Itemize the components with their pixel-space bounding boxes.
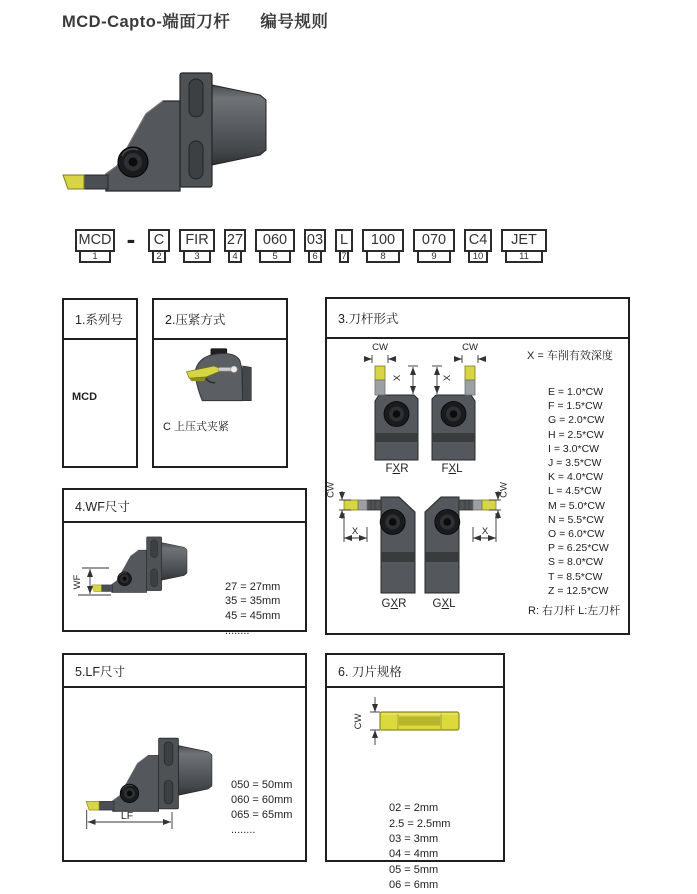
depth-list	[548, 385, 609, 598]
code-segment	[224, 229, 246, 263]
depth-list-item: F = 1.5*CW	[548, 400, 603, 413]
insert-top-view-image	[330, 682, 500, 760]
depth-list-item: P = 6.25*CW	[548, 542, 609, 555]
clamping-box-title: 2.压紧方式	[154, 300, 286, 340]
code-position-number: 11	[505, 250, 543, 263]
page-title-product: MCD-Capto-端面刀杆	[62, 13, 231, 31]
wf-values	[225, 536, 280, 638]
series-box-title: 1.系列号	[64, 300, 136, 340]
insert-values	[389, 755, 450, 894]
code-value: L	[335, 229, 353, 252]
series-value: MCD	[72, 391, 98, 403]
code-segment	[304, 229, 326, 263]
depth-list-item: L = 4.5*CW	[548, 485, 602, 498]
tool-holder-side-view-image	[50, 55, 330, 215]
code-value: 27	[224, 229, 246, 252]
code-position-number: 7	[339, 250, 349, 263]
lf-value-item: 065 = 65mm	[231, 809, 293, 821]
hand-note: R: 右刀杆 L:左刀杆	[528, 605, 621, 617]
code-segment	[464, 229, 492, 263]
ordering-code-bar	[75, 224, 575, 269]
code-segment	[335, 229, 353, 263]
wf-box-title: 4.WF尺寸	[64, 490, 305, 523]
page-title	[62, 8, 328, 32]
depth-list-item: G = 2.0*CW	[548, 414, 605, 427]
dim-label-lf: LF	[120, 810, 134, 822]
code-value: C	[148, 229, 170, 252]
dim-label-cw: CW	[372, 342, 388, 353]
code-segment	[179, 229, 215, 263]
holder-label-gxl: GXL	[432, 598, 456, 610]
depth-list-item: T = 8.5*CW	[548, 570, 603, 583]
code-value: 100	[362, 229, 404, 252]
code-position-number: 3	[183, 250, 211, 263]
depth-list-item: N = 5.5*CW	[548, 513, 604, 526]
code-position-number: 6	[308, 250, 322, 263]
lf-value-item: ........	[231, 824, 256, 836]
holder-form-box-title: 3.刀杆形式	[327, 299, 628, 339]
top-clamp-image	[185, 347, 257, 411]
code-position-number: 4	[228, 250, 242, 263]
dim-label-wf: WF	[72, 574, 83, 590]
series-box	[62, 298, 138, 468]
insert-value-item: 03 = 3mm	[389, 833, 439, 846]
code-segment	[148, 229, 170, 263]
depth-list-item: I = 3.0*CW	[548, 442, 600, 455]
code-value: C4	[464, 229, 492, 252]
code-value: FIR	[179, 229, 215, 252]
code-value: MCD	[75, 229, 115, 252]
depth-list-item: S = 8.0*CW	[548, 556, 604, 569]
holder-label-fxr: FXR	[385, 463, 409, 475]
depth-note: X = 车削有效深度	[527, 350, 613, 362]
dim-label-cw: CW	[462, 342, 478, 353]
dim-label-cw: CW	[498, 482, 510, 498]
holder-label-fxl: FXL	[441, 463, 463, 475]
dim-label-cw: CW	[353, 713, 364, 730]
clamping-caption: C 上压式夹紧	[163, 421, 229, 433]
code-value: JET	[501, 229, 547, 252]
depth-list-item: E = 1.0*CW	[548, 386, 604, 398]
depth-list-item: O = 6.0*CW	[548, 528, 605, 541]
holder-label-gxr: GXR	[381, 598, 407, 610]
depth-list-item: K = 4.0*CW	[548, 471, 604, 484]
insert-value-item: 2.5 = 2.5mm	[389, 817, 451, 830]
code-value: 060	[255, 229, 295, 252]
dim-label-x: X	[351, 526, 359, 537]
lf-box-title: 5.LF尺寸	[64, 655, 305, 688]
lf-values	[231, 733, 292, 838]
code-segment	[362, 229, 404, 263]
code-segment	[501, 229, 547, 263]
holder-form-diagram	[326, 338, 526, 610]
lf-value-item: 060 = 60mm	[231, 794, 293, 806]
wf-value-item: 27 = 27mm	[225, 580, 281, 593]
wf-value-item: ........	[225, 624, 250, 637]
insert-value-item: 06 = 6mm	[389, 879, 439, 892]
dim-label-cw: CW	[325, 482, 337, 498]
code-value: 03	[304, 229, 326, 252]
code-position-number: 2	[152, 250, 166, 263]
code-segment	[75, 229, 115, 263]
lf-value-item: 050 = 50mm	[231, 779, 293, 791]
dim-label-x: X	[481, 526, 489, 537]
depth-list-item: M = 5.0*CW	[548, 499, 605, 512]
code-value: 070	[413, 229, 455, 252]
code-position-number: 1	[79, 250, 111, 263]
code-separator-dash: -	[126, 224, 136, 254]
code-position-number: 9	[417, 250, 451, 263]
dim-label-x: X	[442, 374, 453, 382]
depth-list-item: J = 3.5*CW	[548, 457, 602, 470]
dim-label-x: X	[392, 374, 403, 382]
code-position-number: 8	[366, 250, 400, 263]
wf-value-item: 35 = 35mm	[225, 595, 281, 608]
code-segment-row	[75, 224, 575, 263]
code-position-number: 10	[468, 250, 488, 263]
code-segment	[413, 229, 455, 263]
insert-spec-box-title: 6. 刀片规格	[327, 655, 503, 688]
insert-value-item: 05 = 5mm	[389, 863, 439, 876]
depth-list-item: H = 2.5*CW	[548, 428, 604, 441]
code-position-number: 5	[259, 250, 291, 263]
depth-list-item: Z = 12.5*CW	[548, 584, 609, 597]
insert-value-item: 02 = 2mm	[389, 802, 439, 815]
page-title-suffix: 编号规则	[260, 13, 329, 31]
wf-value-item: 45 = 45mm	[225, 609, 281, 622]
code-segment	[255, 229, 295, 263]
insert-value-item: 04 = 4mm	[389, 848, 439, 861]
